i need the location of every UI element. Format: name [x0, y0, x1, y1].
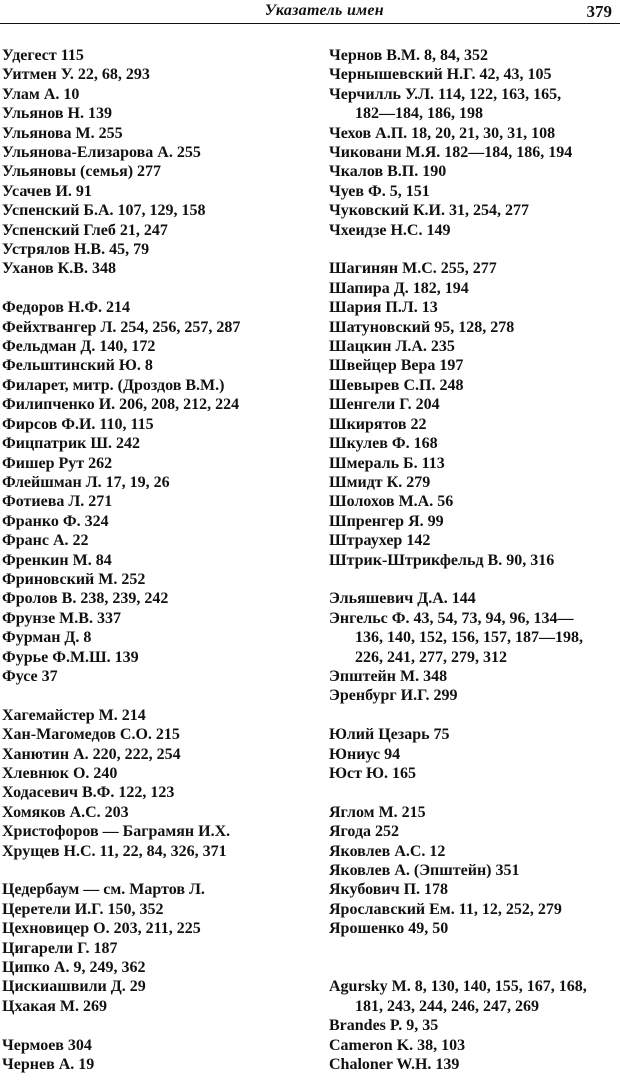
index-entry — [2, 240, 322, 259]
index-entry — [2, 822, 322, 841]
index-entry — [329, 143, 619, 162]
index-entry-line: Хомяков А.С. 203 — [2, 803, 129, 821]
index-entry-line: Яковлев А.С. 12 — [329, 842, 446, 860]
index-entry — [2, 725, 322, 744]
index-entry-line: Франс А. 22 — [2, 532, 89, 550]
index-entry — [2, 589, 322, 608]
section-gap — [2, 279, 322, 298]
index-entry-line: Agursky M. 8, 130, 140, 155, 167, 168, — [329, 978, 587, 996]
index-entry-line: Фурье Ф.М.Ш. 139 — [2, 648, 139, 666]
index-entry-line: Шатуновский 95, 128, 278 — [329, 318, 515, 336]
index-entry — [329, 900, 619, 919]
index-entry — [329, 415, 619, 434]
index-entry — [2, 395, 322, 414]
index-entry — [2, 1055, 322, 1074]
index-entry — [2, 221, 322, 240]
index-entry-line: Успенский Б.А. 107, 129, 158 — [2, 202, 206, 220]
index-entry — [2, 162, 322, 181]
index-entry-line: Шкулев Ф. 168 — [329, 435, 438, 453]
index-entry — [2, 880, 322, 899]
index-entry — [2, 628, 322, 647]
index-entry-line: Фельдман Д. 140, 172 — [2, 338, 156, 356]
index-entry-line: Ярошенко 49, 50 — [329, 920, 449, 938]
index-entry — [329, 725, 619, 744]
index-entry-line: Ципко А. 9, 249, 362 — [2, 959, 146, 977]
index-entry — [329, 667, 619, 686]
index-entry-line: Шкирятов 22 — [329, 415, 427, 433]
index-entry — [329, 977, 619, 1016]
index-entry-line: Успенский Глеб 21, 247 — [2, 221, 168, 239]
index-entry-continuation: 181, 243, 244, 246, 247, 269 — [355, 997, 539, 1015]
index-entry — [2, 454, 322, 473]
index-entry-line: Шапира Д. 182, 194 — [329, 279, 469, 297]
index-entry — [329, 609, 619, 667]
index-entry-line: Якубович П. 178 — [329, 881, 449, 899]
index-entry-line: Brandes P. 9, 35 — [329, 1017, 439, 1035]
index-entry — [329, 512, 619, 531]
index-entry-line: Юниус 94 — [329, 745, 401, 763]
index-entry-line: Чехов А.П. 18, 20, 21, 30, 31, 108 — [329, 124, 556, 142]
index-entry-line: Штраухер 142 — [329, 532, 431, 550]
section-gap — [2, 686, 322, 705]
index-entry — [329, 395, 619, 414]
index-entry — [329, 1016, 619, 1035]
index-entry — [2, 356, 322, 375]
index-entry — [2, 434, 322, 453]
index-entry-line: Фотиева Л. 271 — [2, 493, 113, 511]
index-entry-line: Шевырев С.П. 248 — [329, 376, 464, 394]
index-entry-line: Эренбург И.Г. 299 — [329, 687, 458, 705]
section-gap — [329, 958, 619, 977]
index-entry — [2, 997, 322, 1016]
index-entry-continuation: 136, 140, 152, 156, 157, 187—198, — [355, 629, 583, 647]
index-entry-line: Федоров Н.Ф. 214 — [2, 299, 131, 317]
header-rule — [0, 23, 620, 24]
index-entry — [329, 376, 619, 395]
index-entry-line: Фишер Рут 262 — [2, 454, 113, 472]
index-entry-line: Юст Ю. 165 — [329, 764, 416, 782]
index-entry-line: Хагемайстер М. 214 — [2, 706, 146, 724]
index-entry-line: Эльяшевич Д.А. 144 — [329, 590, 476, 608]
index-entry-line: Церетели И.Г. 150, 352 — [2, 900, 164, 918]
index-entry-line: Усачев И. 91 — [2, 182, 92, 200]
index-entry-line: Ярославский Ем. 11, 12, 252, 279 — [329, 900, 562, 918]
index-entry — [2, 648, 322, 667]
index-entry-line: Ульянова М. 255 — [2, 124, 123, 142]
section-gap — [2, 861, 322, 880]
index-entry — [329, 803, 619, 822]
index-entry — [329, 65, 619, 84]
index-entry — [329, 298, 619, 317]
index-entry-line: Фейхтвангер Л. 254, 256, 257, 287 — [2, 318, 241, 336]
index-entry-line: Шенгели Г. 204 — [329, 396, 440, 414]
index-entry-line: Фельштинский Ю. 8 — [2, 357, 153, 375]
index-entry — [329, 201, 619, 220]
index-entry — [329, 1036, 619, 1055]
index-column-right — [329, 46, 619, 1074]
index-entry — [329, 492, 619, 511]
section-gap — [329, 783, 619, 802]
index-entry-line: Фриновский М. 252 — [2, 570, 146, 588]
index-entry — [329, 279, 619, 298]
index-entry — [2, 415, 322, 434]
index-entry-line: Франко Ф. 324 — [2, 512, 109, 530]
index-entry — [2, 958, 322, 977]
index-entry — [329, 221, 619, 240]
index-entry-line: Ульяновы (семья) 277 — [2, 163, 162, 181]
index-entry — [2, 803, 322, 822]
index-entry-line: Шария П.Л. 13 — [329, 299, 438, 317]
index-entry — [329, 745, 619, 764]
index-entry-line: Чхеидзе Н.С. 149 — [329, 221, 451, 239]
index-entry — [2, 492, 322, 511]
index-entry — [329, 337, 619, 356]
index-entry-line: Яковлев А. (Эпштейн) 351 — [329, 862, 520, 879]
index-entry — [329, 842, 619, 861]
index-entry — [2, 570, 322, 589]
index-entry — [329, 919, 619, 938]
index-entry — [2, 298, 322, 317]
index-entry-line: Цехновицер О. 203, 211, 225 — [2, 920, 201, 938]
index-entry — [2, 104, 322, 123]
index-entry — [329, 1055, 619, 1074]
index-entry — [2, 977, 322, 996]
index-entry — [2, 46, 322, 65]
index-entry — [2, 124, 322, 143]
index-entry-line: Френкин М. 84 — [2, 551, 112, 569]
index-entry-line: Энгельс Ф. 43, 54, 73, 94, 96, 134— — [329, 609, 574, 627]
index-entry-line: Шацкин Л.А. 235 — [329, 338, 455, 356]
index-entry-line: Чиковани М.Я. 182—184, 186, 194 — [329, 144, 573, 162]
index-entry — [2, 1036, 322, 1055]
index-entry-line: Chaloner W.H. 139 — [329, 1056, 460, 1074]
index-entry — [329, 434, 619, 453]
section-gap — [329, 706, 619, 725]
index-entry-line: Устрялов Н.В. 45, 79 — [2, 241, 150, 259]
index-entry-continuation: 226, 241, 277, 279, 312 — [355, 648, 507, 666]
index-entry — [329, 46, 619, 65]
index-entry-line: Штрик-Штрикфельд В. 90, 316 — [329, 551, 555, 569]
index-entry-line: Яглом М. 215 — [329, 803, 426, 821]
index-entry — [2, 201, 322, 220]
index-entry-line: Чернев А. 19 — [2, 1056, 95, 1074]
index-entry-line: Шпренгер Я. 99 — [329, 512, 444, 530]
index-entry — [329, 454, 619, 473]
index-entry-continuation: 182—184, 186, 198 — [355, 105, 483, 123]
index-entry-line: Шолохов М.А. 56 — [329, 493, 454, 511]
index-entry — [2, 706, 322, 725]
index-entry — [329, 124, 619, 143]
index-entry-line: Филарет, митр. (Дроздов В.М.) — [2, 376, 225, 394]
index-entry — [329, 551, 619, 570]
index-entry-line: Фицпатрик Ш. 242 — [2, 435, 140, 453]
index-entry-line: Cameron K. 38, 103 — [329, 1036, 466, 1054]
index-entry — [2, 667, 322, 686]
page-header — [0, 0, 620, 26]
index-entry — [2, 473, 322, 492]
index-entry — [329, 473, 619, 492]
index-entry — [2, 764, 322, 783]
index-entry-line: Чернов В.М. 8, 84, 352 — [329, 47, 488, 64]
index-entry — [2, 143, 322, 162]
index-entry — [329, 259, 619, 278]
index-entry — [2, 609, 322, 628]
index-entry — [329, 880, 619, 899]
index-entry-line: Цигарели Г. 187 — [2, 939, 118, 957]
index-entry — [2, 318, 322, 337]
index-entry-line: Филипченко И. 206, 208, 212, 224 — [2, 396, 240, 414]
index-entry — [329, 356, 619, 375]
index-entry-line: Ульянов Н. 139 — [2, 105, 112, 123]
index-entry-line: Чкалов В.П. 190 — [329, 163, 447, 181]
index-entry-line: Чуев Ф. 5, 151 — [329, 182, 430, 200]
index-entry — [2, 783, 322, 802]
index-entry-line: Уитмен У. 22, 68, 293 — [2, 66, 150, 84]
index-entry — [329, 318, 619, 337]
index-entry-line: Уханов К.В. 348 — [2, 260, 116, 278]
index-entry-line: Ходасевич В.Ф. 122, 123 — [2, 784, 175, 802]
index-entry — [2, 842, 322, 861]
running-title: Указатель имен — [264, 2, 384, 19]
index-entry — [2, 512, 322, 531]
index-entry-line: Чермоев 304 — [2, 1036, 92, 1054]
index-entry-line: Хан-Магомедов С.О. 215 — [2, 726, 180, 744]
section-gap — [329, 939, 619, 958]
index-entry — [2, 900, 322, 919]
index-entry-line: Ягода 252 — [329, 823, 400, 841]
index-entry-line: Шагинян М.С. 255, 277 — [329, 260, 497, 278]
index-entry — [2, 531, 322, 550]
index-entry — [329, 861, 619, 880]
index-entry — [2, 65, 322, 84]
index-entry — [2, 337, 322, 356]
index-entry — [329, 764, 619, 783]
index-entry — [329, 162, 619, 181]
index-entry-line: Черчилль У.Л. 114, 122, 163, 165, — [329, 85, 562, 103]
index-entry — [2, 551, 322, 570]
section-gap — [329, 240, 619, 259]
index-entry-line: Фролов В. 238, 239, 242 — [2, 590, 169, 608]
index-entry-line: Удегест 115 — [2, 47, 84, 64]
index-entry — [2, 939, 322, 958]
index-entry-line: Чуковский К.И. 31, 254, 277 — [329, 202, 529, 220]
index-entry-line: Фусе 37 — [2, 667, 58, 685]
index-entry-line: Шмераль Б. 113 — [329, 454, 445, 472]
index-entry — [2, 259, 322, 278]
index-entry-line: Флейшман Л. 17, 19, 26 — [2, 473, 170, 491]
page-number: 379 — [586, 2, 612, 21]
index-entry — [329, 822, 619, 841]
index-column-left — [2, 46, 322, 1074]
index-entry — [2, 919, 322, 938]
index-entry — [329, 182, 619, 201]
index-entry-line: Фурман Д. 8 — [2, 629, 92, 647]
index-entry-line: Хлевнюк О. 240 — [2, 765, 118, 782]
section-gap — [329, 570, 619, 589]
index-entry-line: Фрунзе М.В. 337 — [2, 609, 121, 627]
index-entry-line: Эпштейн М. 348 — [329, 667, 448, 685]
index-entry-line: Цедербаум — см. Мартов Л. — [2, 881, 205, 899]
index-entry-line: Шмидт К. 279 — [329, 473, 431, 491]
index-entry-line: Швейцер Вера 197 — [329, 357, 464, 375]
index-entry-line: Ханютин А. 220, 222, 254 — [2, 745, 181, 763]
index-entry-line: Юлий Цезарь 75 — [329, 726, 450, 744]
index-entry-line: Фирсов Ф.И. 110, 115 — [2, 415, 154, 433]
index-entry — [329, 531, 619, 550]
index-entry-line: Цхакая М. 269 — [2, 997, 107, 1015]
index-entry-line: Чернышевский Н.Г. 42, 43, 105 — [329, 66, 552, 84]
index-entry-line: Хрущев Н.С. 11, 22, 84, 326, 371 — [2, 842, 227, 860]
index-entry — [329, 85, 619, 124]
index-entry — [2, 376, 322, 395]
index-entry — [2, 85, 322, 104]
index-entry-line: Христофоров — Баграмян И.Х. — [2, 823, 231, 841]
index-entry — [2, 745, 322, 764]
index-entry-line: Улам А. 10 — [2, 85, 80, 103]
index-entry-line: Цискиашвили Д. 29 — [2, 978, 146, 996]
section-gap — [2, 1016, 322, 1035]
index-entry — [329, 589, 619, 608]
index-entry-line: Ульянова-Елизарова А. 255 — [2, 144, 201, 162]
index-entry — [329, 686, 619, 705]
index-entry — [2, 182, 322, 201]
